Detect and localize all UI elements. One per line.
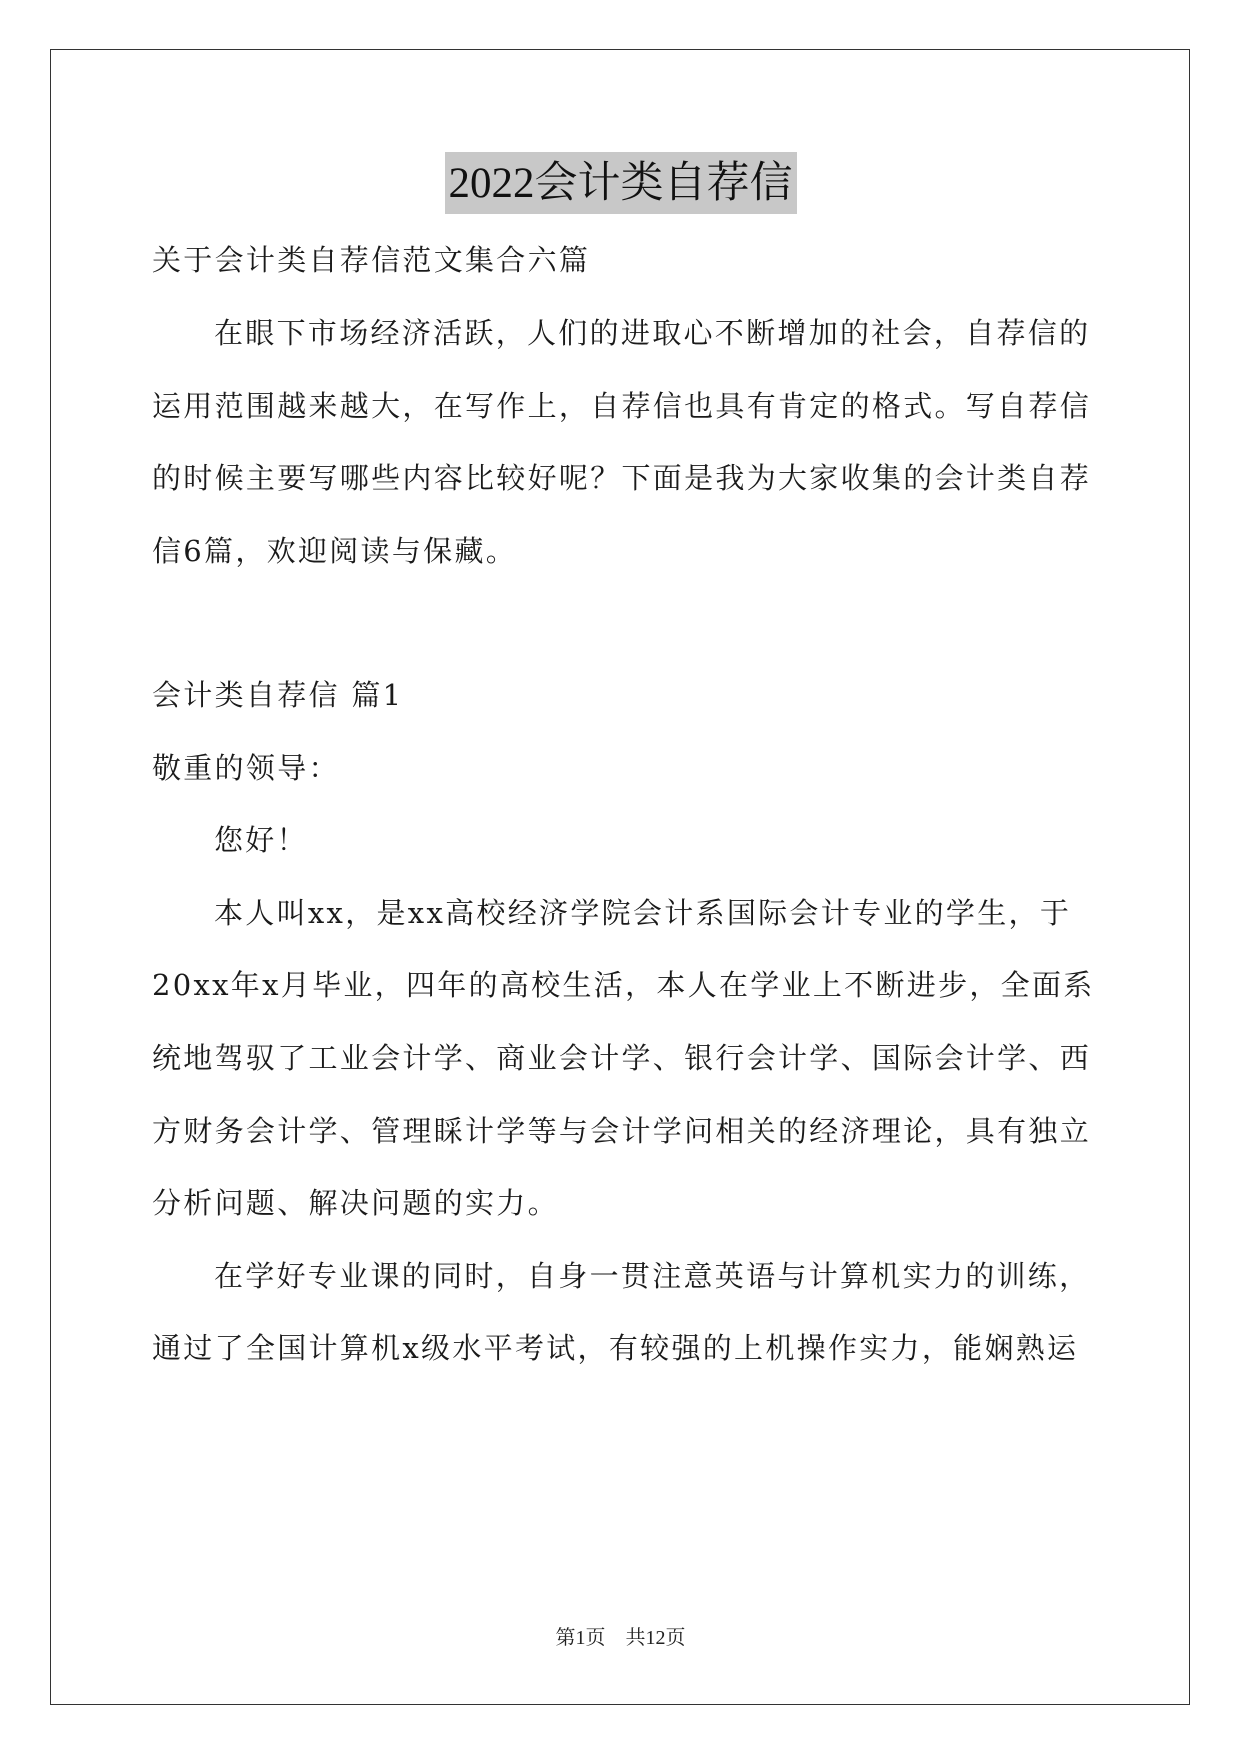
section-heading: 会计类自荐信 篇1 xyxy=(152,678,404,712)
intro-line: 在眼下市场经济活跃，人们的进取心不断增加的社会，自荐信的 xyxy=(214,316,1091,350)
body-line: 在学好专业课的同时，自身一贯注意英语与计算机实力的训练， xyxy=(214,1259,1091,1293)
body-line: 统地驾驭了工业会计学、商业会计学、银行会计学、国际会计学、西 xyxy=(152,1041,1092,1075)
body-line: 方财务会计学、管理睬计学等与会计学问相关的经济理论，具有独立 xyxy=(152,1114,1092,1148)
page-footer: 第1页 共12页 xyxy=(555,1627,686,1649)
greeting: 您好！ xyxy=(214,823,308,857)
intro-line: 运用范围越来越大，在写作上，自荐信也具有肯定的格式。写自荐信 xyxy=(152,389,1092,423)
document-subtitle: 关于会计类自荐信范文集合六篇 xyxy=(152,243,591,277)
document-title: 2022会计类自荐信 xyxy=(445,152,797,214)
body-line: 20xx年x月毕业，四年的高校生活，本人在学业上不断进步，全面系 xyxy=(152,968,1095,1002)
body-line: 分析问题、解决问题的实力。 xyxy=(152,1186,559,1220)
page-border xyxy=(50,49,1190,1705)
body-line: 本人叫xx，是xx高校经济学院会计系国际会计专业的学生，于 xyxy=(214,896,1072,930)
intro-line: 的时候主要写哪些内容比较好呢？下面是我为大家收集的会计类自荐 xyxy=(152,461,1092,495)
salutation: 敬重的领导： xyxy=(152,751,340,785)
title-container xyxy=(0,152,1241,214)
body-line: 通过了全国计算机x级水平考试，有较强的上机操作实力，能娴熟运 xyxy=(152,1331,1079,1365)
intro-line: 信6篇，欢迎阅读与保藏。 xyxy=(152,534,518,568)
